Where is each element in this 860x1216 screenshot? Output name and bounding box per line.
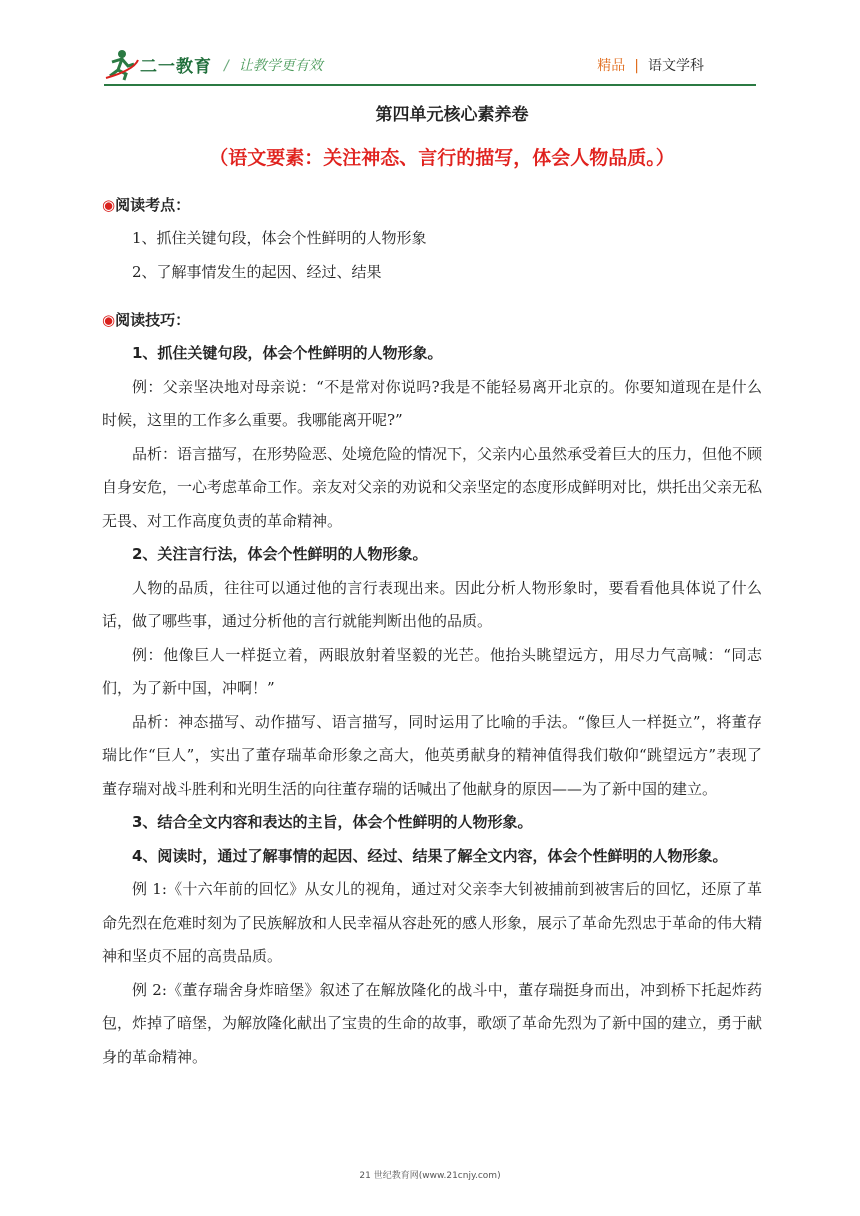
section-heading-skills [102, 303, 762, 337]
bullet-icon: ◉ [102, 196, 116, 214]
tag-separator: | [634, 58, 639, 74]
page-title: 第四单元核心素养卷 [375, 105, 529, 125]
paragraph: 品析：语言描写，在形势险恶、处境危险的情况下，父亲内心虽然承受着巨大的压力，但他不顾自身安危，一心考虑革命工作。亲友对父亲的劝说和父亲坚定的态度形成鲜明对比，烘托出父亲无私无畏、对工作高度负责的革命精神。 [102, 444, 763, 530]
skill-heading: 2、关注言行法，体会个性鲜明的人物形象。 [132, 545, 428, 563]
point-item: 1、抓住关键句段，体会个性鲜明的人物形象 [132, 229, 427, 247]
section-label: 阅读考点： [115, 196, 191, 214]
document-body [102, 100, 762, 1074]
paragraph: 例 1:《十六年前的回忆》从女儿的视角，通过对父亲李大钊被捕前到被害后的回忆，还原了革命先烈在危难时刻为了民族解放和人民幸福从容赴死的感人形象，展示了革命先烈忠于革命的伟大精神和坚贞不屈的高贵品质。 [102, 880, 763, 965]
page-header [0, 0, 860, 90]
page-footer: 21 世纪教育网(www.21cnjy.com) [359, 1171, 501, 1181]
slogan: / 让教学更有效 [224, 58, 323, 74]
subject-label: 语文学科 [648, 58, 704, 74]
logo-text: 二一教育 [140, 57, 212, 77]
quality-tag: 精品 [597, 58, 626, 74]
skill-heading: 3、结合全文内容和表达的主旨，体会个性鲜明的人物形象。 [132, 813, 533, 831]
paragraph: 品析：神态描写、动作描写、语言描写，同时运用了比喻的手法。“像巨人一样挺立”，将董存瑞比作“巨人”，实出了董存瑞革命形象之高大，他英勇献身的精神值得我们敬仰“跳望远方”表现了董存瑞对战斗胜利和光明生活的向往董存瑞的话喊出了他献身的原因——为了新中国的建立。 [102, 712, 762, 798]
point-item: 2、了解事情发生的起因、经过、结果 [132, 262, 382, 281]
skill-heading: 1、抓住关键句段，体会个性鲜明的人物形象。 [132, 344, 443, 362]
paragraph: 例：他像巨人一样挺立着，两眼放射着坚毅的光芒。他抬头眺望远方，用尽力气高喊：“同志们，为了新中国，冲啊！” [102, 645, 762, 697]
paragraph: 人物的品质，往往可以通过他的言行表现出来。因此分析人物形象时，要看看他具体说了什么话，做了哪些事，通过分析他的言行就能判断出他的品质。 [102, 578, 762, 630]
paragraph: 例：父亲坚决地对母亲说：“不是常对你说吗?我是不能轻易离开北京的。你要知道现在是什么时候，这里的工作多么重要。我哪能离开呢?” [102, 377, 762, 429]
header-divider [104, 84, 756, 86]
page-subtitle: （语文要素：关注神态、言行的描写，体会人物品质。） [209, 147, 675, 169]
section-heading-points [102, 188, 762, 222]
paragraph: 例 2:《董存瑞舍身炸暗堡》叙述了在解放隆化的战斗中，董存瑞挺身而出，冲到桥下托起炸药包，炸掉了暗堡，为解放隆化献出了宝贵的生命的故事，歌颂了革命先烈为了新中国的建立，勇于献身的革命精神。 [102, 980, 763, 1066]
subject-tag [597, 55, 704, 75]
bullet-icon: ◉ [102, 311, 116, 329]
section-label: 阅读技巧： [115, 311, 191, 329]
slogan-text: 让教学更有效 [238, 58, 323, 74]
skill-heading: 4、阅读时，通过了解事情的起因、经过、结果了解全文内容，体会个性鲜明的人物形象。 [132, 846, 728, 865]
